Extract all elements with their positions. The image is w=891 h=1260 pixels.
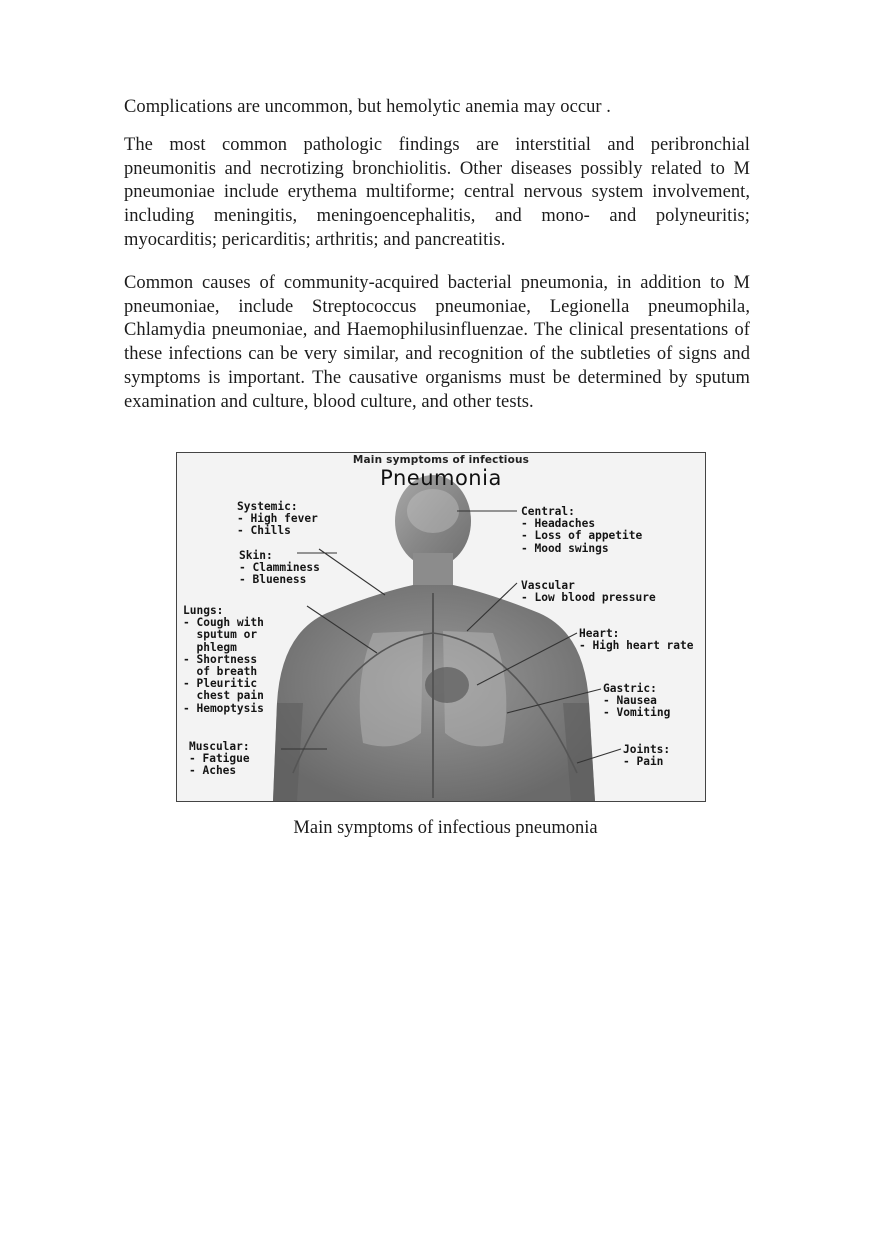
paragraph-pathologic-findings: The most common pathologic findings are interstitial and peribronchial pneumonitis and necrotizing bronchiolitis. Other diseases possibly related to M pneumoniae include erythema multiforme; central nervous system involvement, including meningitis, meningoencephalitis, and mono- and polyneuritis; myocarditis; pericarditis; arthritis; and pancreatitis. [124, 135, 750, 250]
paragraph-common-causes: Common causes of community-acquired bacterial pneumonia, in addition to M pneumoniae, include Streptococcus pneumoniae, Legionella pneumophila, Chlamydia pneumoniae, and Haemophilusinfluenzae. The clinical presentations of these infections can be very similar, and recognition of the subtleties of signs and symptoms is important. The causative organisms must be determined by sputum examination and culture, blood culture, and other tests. [124, 273, 750, 412]
figure-title-small: Main symptoms of infectious [352, 454, 530, 466]
pneumonia-symptoms-figure [176, 452, 706, 802]
label-lungs: Lungs: - Cough with sputum or phlegm - Shortness of breath - Pleuritic chest pain - Hemoptysis [183, 604, 264, 715]
paragraph-complications: Complications are uncommon, but hemolytic anemia may occur . [124, 97, 611, 117]
heart-shape [425, 667, 469, 703]
label-skin: Skin: - Clamminess - Blueness [239, 549, 320, 587]
figure-title: Pneumonia [380, 466, 502, 490]
label-joints: Joints: - Pain [623, 743, 671, 769]
label-heart: Heart: - High heart rate [579, 627, 694, 653]
label-muscular: Muscular: - Fatigue - Aches [189, 740, 250, 778]
figure-caption: Main symptoms of infectious pneumonia [293, 818, 598, 838]
label-systemic: Systemic: - High fever - Chills [237, 500, 318, 538]
label-central: Central: - Headaches - Loss of appetite - Mood swings [521, 505, 643, 555]
label-vascular: Vascular - Low blood pressure [521, 579, 656, 605]
label-gastric: Gastric: - Nausea - Vomiting [603, 682, 671, 720]
